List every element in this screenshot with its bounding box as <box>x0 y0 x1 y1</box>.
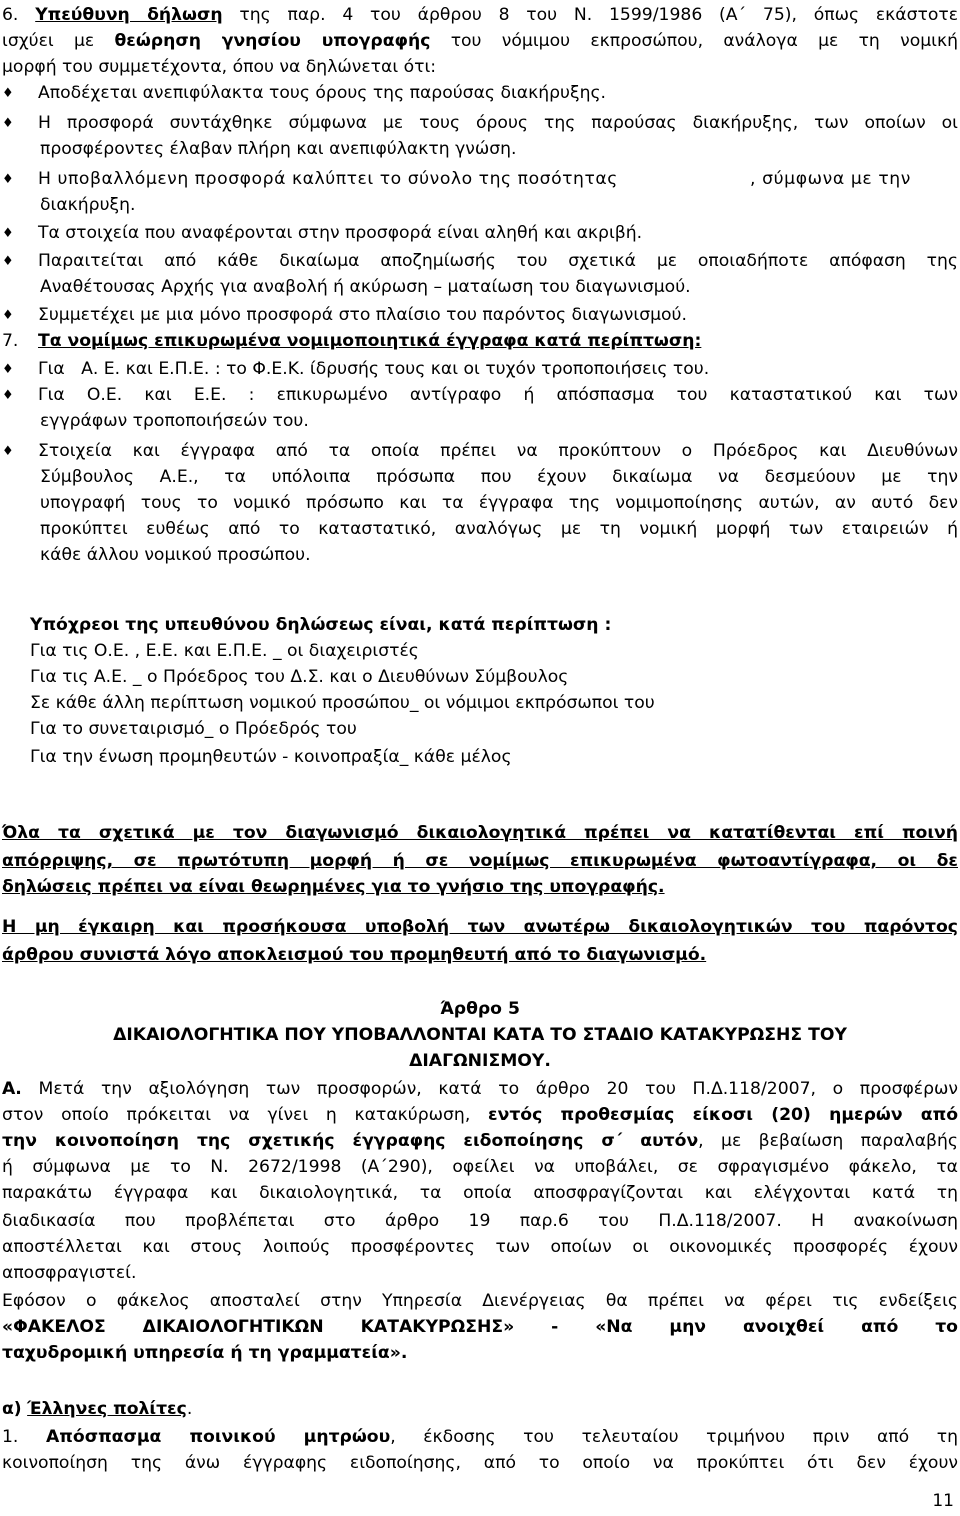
item7-bullet <box>2 356 958 383</box>
sectionA-bold-text: εντός προθεσμίας είκοσι (20) ημερών από <box>488 1105 958 1125</box>
item6-line2 <box>2 28 958 54</box>
item7-bullet-text: Για Ο.Ε. και Ε.Ε. : επικυρωμένο αντίγραφο ή απόσπασμα του καταστατικού και των <box>38 385 958 405</box>
sectionA-line: αποστέλλεται και στους λοιπούς προσφέροντες των οποίων οι οικονομικές προσφορές έχουν <box>2 1237 958 1257</box>
item7-bullet-text-cont: εγγράφων τροποποιήσεών του. <box>40 411 309 431</box>
subA-title: Έλληνες πολίτες <box>27 1399 187 1419</box>
sectionA-line: παρακάτω έγγραφα και δικαιολογητικά, τα οποία αποσφραγίζονται και ελέγχονται κατά τη <box>2 1183 958 1203</box>
sectionA-bold-text: την κοινοποίηση της σχετικής έγγραφης ειδοποίησης σ΄ αυτόν <box>2 1131 699 1151</box>
obligated-line: Για την ένωση προμηθευτών - κοινοπραξία_ κάθε μέλος <box>30 747 512 767</box>
item6-line1 <box>2 2 958 28</box>
sectionA-text: , με βεβαίωση παραλαβής <box>698 1131 958 1151</box>
item7-heading-line <box>2 328 958 354</box>
declaration-text: Παραιτείται από κάθε δικαίωμα αποζημίωσής του σχετικά με οποιαδήποτε απόφαση της <box>38 251 958 271</box>
declaration-item <box>2 302 958 329</box>
item6-line2-bold: θεώρηση γνησίου υπογραφής <box>114 31 431 51</box>
declaration-item <box>2 110 958 137</box>
diamond-bullet-icon: ♦ <box>2 226 14 241</box>
sectionA-envelope-line3: ταχυδρομική υπηρεσία ή τη γραμματεία». <box>2 1343 408 1363</box>
declaration-text: Η προσφορά συντάχθηκε σύμφωνα με τους όρους της παρούσας διακήρυξης, των οποίων οι <box>38 113 958 133</box>
diamond-bullet-icon: ♦ <box>2 172 14 187</box>
declaration-text-cont: Αναθέτουσας Αρχής για αναβολή ή ακύρωση – ματαίωση του διαγωνισμού. <box>40 277 691 297</box>
item7-number: 7. <box>2 331 19 351</box>
subA-label: α) <box>2 1399 22 1419</box>
item7-bullet-text: Στοιχεία και έγγραφα από τα οποία πρέπει να προκύπτουν ο Πρόεδρος και Διευθύνων <box>38 441 958 461</box>
item1-bold: Απόσπασμα ποινικού μητρώου <box>46 1427 391 1447</box>
item7-bullet-text-cont: κάθε άλλου νομικού προσώπου. <box>40 545 311 565</box>
item6-heading: Υπεύθυνη δήλωση <box>35 5 223 25</box>
diamond-bullet-icon: ♦ <box>2 86 14 101</box>
subA-dot: . <box>186 1399 193 1419</box>
diamond-bullet-icon: ♦ <box>2 308 14 323</box>
declaration-text: Συμμετέχει με μια μόνο προσφορά στο πλαίσιο του παρόντος διαγωνισμού. <box>38 305 687 325</box>
item1-rest: , έκδοσης του τελευταίου τριμήνου πριν από τη <box>390 1427 958 1447</box>
sectionA-line: αποσφραγιστεί. <box>2 1263 137 1283</box>
item6-line2-rest: του νόμιμου εκπροσώπου, ανάλογα με τη νομική <box>450 31 958 51</box>
sectionA-line3 <box>2 1128 958 1154</box>
declaration-item <box>2 80 958 107</box>
item6-line3: μορφή του συμμετέχοντα, όπου να δηλώνεται ότι: <box>2 57 437 77</box>
item7-bullet-text-cont: προκύπτει ευθέως από το καταστατικό, αναλόγως με τη νομική μορφή των εταιρειών ή <box>40 519 958 539</box>
notice1-line: δηλώσεις πρέπει να είναι θεωρημένες για το γνήσιο της υπογραφής. <box>2 877 665 897</box>
article5-number: Άρθρο 5 <box>440 999 520 1019</box>
item7-bullet <box>2 438 958 465</box>
item7-bullet-text-cont: Σύμβουλος Α.Ε., τα υπόλοιπα πρόσωπα που έχουν δικαίωμα να δεσμεύουν με την <box>40 467 958 487</box>
item1-line1 <box>2 1424 958 1450</box>
diamond-bullet-icon: ♦ <box>2 388 14 403</box>
item6-number: 6. <box>2 5 19 25</box>
obligated-heading: Υπόχρεοι της υπευθύνου δηλώσεως είναι, κατά περίπτωση : <box>30 615 612 635</box>
item7-heading: Τα νομίμως επικυρωμένα νομιμοποιητικά έγγραφα κατά περίπτωση: <box>38 331 702 351</box>
item1-number: 1. <box>2 1427 19 1447</box>
sectionA-line: διαδικασία που προβλέπεται στο άρθρο 19 παρ.6 του Π.Δ.118/2007. Η ανακοίνωση <box>2 1211 958 1231</box>
declaration-item <box>2 248 958 275</box>
sectionA-line2 <box>2 1102 958 1128</box>
sectionA-line1 <box>2 1076 958 1102</box>
declaration-item <box>2 220 958 247</box>
declaration-text: Τα στοιχεία που αναφέρονται στην προσφορά είναι αληθή και ακριβή. <box>38 223 643 243</box>
obligated-line: Σε κάθε άλλη περίπτωση νομικού προσώπου_ οι νόμιμοι εκπρόσωποι του <box>30 693 655 713</box>
diamond-bullet-icon: ♦ <box>2 444 14 459</box>
sectionA-label: Α. <box>2 1079 22 1099</box>
item7-bullet-text: Για Α. Ε. και Ε.Π.Ε. : το Φ.Ε.Κ. ίδρυσής τους και οι τυχόν τροποποιήσεις του. <box>38 359 710 379</box>
obligated-line: Για το συνεταιρισμό_ ο Πρόεδρός του <box>30 719 357 739</box>
notice2-line: άρθρου συνιστά λόγο αποκλεισμού του προμηθευτή από το διαγωνισμό. <box>2 945 707 965</box>
declaration-text-cont: διακήρυξη. <box>40 195 136 215</box>
obligated-line: Για τις Α.Ε. _ ο Πρόεδρος του Δ.Σ. και ο Διευθύνων Σύμβουλος <box>30 667 569 687</box>
sectionA-line: ή σύμφωνα με το Ν. 2672/1998 (Α΄290), οφείλει να υποβάλει, σε σφραγισμένο φάκελο, τα <box>2 1157 958 1177</box>
sectionA-text: Μετά την αξιολόγηση των προσφορών, κατά το άρθρο 20 του Π.Δ.118/2007, ο προσφέρων <box>38 1079 958 1099</box>
notice1-line: Όλα τα σχετικά με τον διαγωνισμό δικαιολογητικά πρέπει να κατατίθενται επί ποινή <box>2 823 958 843</box>
sectionA-envelope-line1: Εφόσον ο φάκελος αποσταλεί στην Υπηρεσία Διενέργειας θα πρέπει να φέρει τις ενδείξεις <box>2 1291 958 1311</box>
item6-line2-start: ισχύει με <box>2 31 95 51</box>
declaration-text-cont: προσφέροντες έλαβαν πλήρη και ανεπιφύλακτη γνώση. <box>40 139 517 159</box>
notice2-line: Η μη έγκαιρη και προσήκουσα υποβολή των ανωτέρω δικαιολογητικών του παρόντος <box>2 917 958 937</box>
sectionA-envelope-line2: «ΦΑΚΕΛΟΣ ΔΙΚΑΙΟΛΟΓΗΤΙΚΩΝ ΚΑΤΑΚΥΡΩΣΗΣ» - «Να μην ανοιχθεί από το <box>2 1317 958 1337</box>
diamond-bullet-icon: ♦ <box>2 254 14 269</box>
item1-line2: κοινοποίηση της άνω έγγραφης ειδοποίησης, από το οποίο να προκύπτει ότι δεν έχουν <box>2 1453 958 1473</box>
diamond-bullet-icon: ♦ <box>2 116 14 131</box>
diamond-bullet-icon: ♦ <box>2 362 14 377</box>
item7-bullet-text-cont: υπογραφή τους το νομικό πρόσωπο και τα έγγραφα της νομιμοποίησης αυτών, αν αυτό δεν <box>40 493 958 513</box>
declaration-text: , σύμφωνα με την <box>750 169 911 189</box>
sectionA-text: στον οποίο πρόκειται να γίνει η κατακύρωση, <box>2 1105 471 1125</box>
declaration-text: Η υποβαλλόμενη προσφορά καλύπτει το σύνολο της ποσότητας <box>38 169 618 189</box>
notice1-line: απόρριψης, σε πρωτότυπη μορφή ή σε νομίμως επικυρωμένα φωτοαντίγραφα, οι δε <box>2 851 958 871</box>
item6-line1-rest: της παρ. 4 του άρθρου 8 του Ν. 1599/1986 (Α΄ 75), όπως εκάστοτε <box>239 5 959 25</box>
item7-bullet <box>2 382 958 409</box>
article5-title-line1: ΔΙΚΑΙΟΛΟΓΗΤΙΚΑ ΠΟΥ ΥΠΟΒΑΛΛΟΝΤΑΙ ΚΑΤΑ ΤΟ ΣΤΑΔΙΟ ΚΑΤΑΚΥΡΩΣΗΣ ΤΟΥ <box>113 1025 847 1045</box>
declaration-item <box>2 166 958 193</box>
page-number: 11 <box>932 1491 954 1511</box>
declaration-text: Αποδέχεται ανεπιφύλακτα τους όρους της παρούσας διακήρυξης. <box>38 83 607 103</box>
obligated-line: Για τις Ο.Ε. , Ε.Ε. και Ε.Π.Ε. _ οι διαχειριστές <box>30 641 419 661</box>
subA-heading <box>2 1396 958 1422</box>
article5-title-line2: ΔΙΑΓΩΝΙΣΜΟΥ. <box>409 1051 551 1071</box>
